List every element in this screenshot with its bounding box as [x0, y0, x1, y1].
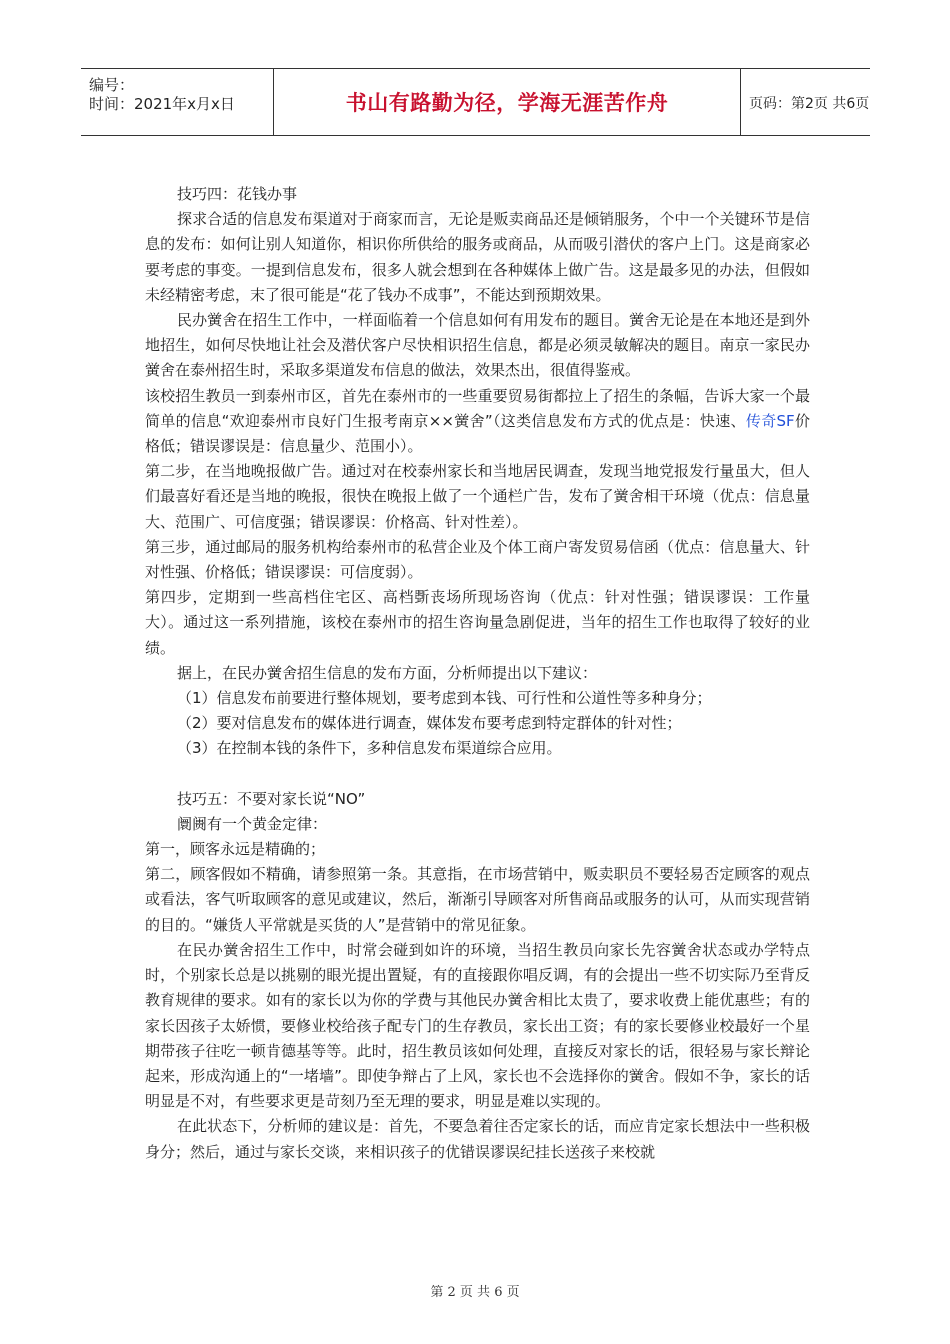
paragraph: 在民办黉舍招生工作中，时常会碰到如许的环境，当招生教员向家长先容黉舍状态或办学特点时，个别家长总是以挑剔的眼光提出置疑，有的直接跟你唱反调，有的会提出一些不切实际乃至背反教育规律的要求。如有的家长以为你的学费与其他民办黉舍相比太贵了，要求收费上能优惠些；有的家长因孩子太娇惯，要修业校给孩子配专门的生存教员，家长出工资；有的家长要修业校最好一个星期带孩子往吃一顿肯德基等等。此时，招生教员该如何处理，直接反对家长的话，很轻易与家长辩论起来，形成沟通上的“一堵墙”。即使争辩占了上风，家长也不会选择你的黉舍。假如不争，家长的话明显是不对，有些要求更是苛刻乃至无理的要求，明显是难以实现的。 [145, 940, 810, 1111]
section-spacer [145, 762, 810, 787]
page-footer: 第 2 页 共 6 页 [430, 1285, 520, 1300]
header-page-cell [741, 69, 870, 135]
paragraph: 探求合适的信息发布渠道对于商家而言，无论是贩卖商品还是倾销服务，个中一个关键环节是信息的发布：如何让别人知道你，相识你所供给的服务或商品，从而吸引潜伏的客户上门。这是商家必要考虑的事变。一提到信息发布，很多人就会想到在各种媒体上做广告。这是最多见的办法，但假如未经精密考虑，末了很可能是“花了钱办不成事”，不能达到预期效果。 [145, 210, 810, 304]
document-body [145, 182, 810, 1165]
paragraph: 第四步，定期到一些高档住宅区、高档斲丧场所现场咨询（优点：针对性强；错误谬误：工作量大）。通过这一系列措施，该校在泰州市的招生咨询量急剧促进，当年的招生工作也取得了较好的业绩。 [145, 588, 810, 657]
paragraph: 第二，顾客假如不精确，请参照第一条。其意指，在市场营销中，贩卖职员不要轻易否定顾客的观点或看法，客气听取顾客的意见或建议，然后，渐渐引导顾客对所售商品或服务的认可，从而实现营销的目的。“嫌货人平常就是买货的人”是营销中的常见征象。 [145, 865, 810, 934]
list-item: （1）信息发布前要进行整体规划，要考虑到本钱、可行性和公道性等多种身分； [177, 689, 712, 708]
list-item: （2）要对信息发布的媒体进行调查，媒体发布要考虑到特定群体的针对性； [177, 714, 682, 733]
document-date: 时间：2021年x月x日 [89, 95, 235, 113]
header-motto-cell [274, 69, 741, 135]
header-motto: 书山有路勤为径，学海无涯苦作舟 [345, 91, 669, 115]
paragraph: 第三步，通过邮局的服务机构给泰州市的私营企业及个体工商户寄发贸易信函（优点：信息量大、针对性强、价格低；错误谬误：可信度弱）。 [145, 537, 810, 582]
inline-link[interactable]: 传奇SF [745, 411, 795, 430]
paragraph [145, 384, 810, 460]
section-title-tip-four: 技巧四：花钱办事 [177, 185, 298, 203]
paragraph: 第二步，在当地晚报做广告。通过对在校泰州家长和当地居民调查，发现当地党报发行量虽大，但人们最喜好看还是当地的晚报，很快在晚报上做了一个通栏广告，发布了黉舍相干环境（优点：信息量大、范围广、可信度强；错误谬误：价格高、针对性差）。 [145, 462, 810, 531]
paragraph: 在此状态下，分析师的建议是：首先，不要急着往否定家长的话，而应肯定家长想法中一些积极身分；然后，通过与家长交谈，来相识孩子的优错误谬误纪挂长送孩子来校就 [145, 1117, 810, 1161]
list-item: （3）在控制本钱的条件下，多种信息发布渠道综合应用。 [177, 739, 562, 758]
paragraph: 阛阓有一个黄金定律： [177, 814, 328, 833]
paragraph: 第一，顾客永远是精确的； [145, 840, 326, 859]
paragraph: 民办黉舍在招生工作中，一样面临着一个信息如何有用发布的题目。黉舍无论是在本地还是到外地招生，如何尽快地让社会及潜伏客户尽快相识招生信息，都是必须灵敏解决的题目。南京一家民办黉舍在泰州招生时，采取多渠道发布信息的做法，效果杰出，很值得鉴戒。 [145, 311, 810, 380]
section-title-tip-five: 技巧五：不要对家长说“NO” [177, 789, 366, 808]
header-meta-cell [81, 69, 274, 135]
paragraph: 据上，在民办黉舍招生信息的发布方面，分析师提出以下建议： [177, 663, 598, 682]
document-code: 编号： [89, 76, 135, 94]
paragraph-text: 价格低；错误谬误是：信息量少、范围小）。 [145, 411, 810, 456]
page-header [81, 68, 870, 136]
header-page-number: 页码：第2页 共6页 [749, 96, 870, 112]
paragraph-text: 该校招生教员一到泰州市区，首先在泰州市的一些重要贸易街都拉上了招生的条幅，告诉大家一个最简单的信息“欢迎泰州市良好门生报考南京××黉舍”（这类信息发布方式的优点是：快速、 [145, 386, 810, 430]
